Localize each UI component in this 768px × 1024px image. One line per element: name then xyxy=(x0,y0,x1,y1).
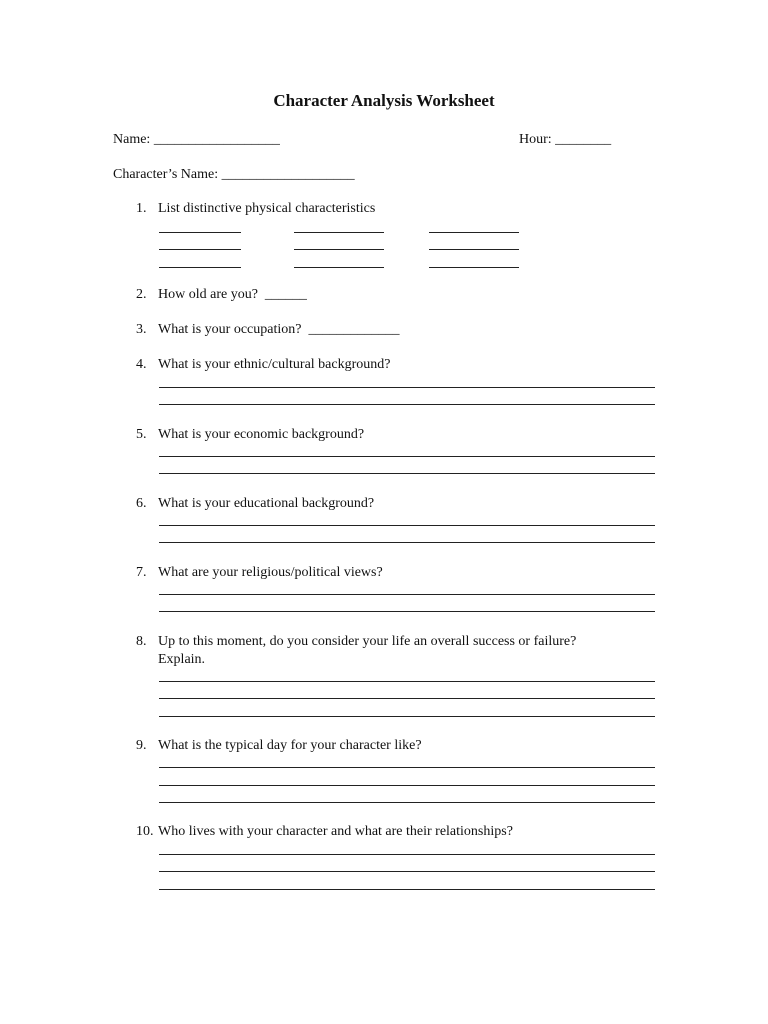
answer-line xyxy=(159,404,655,405)
answer-line xyxy=(159,267,241,268)
character-name-field-label: Character’s Name: ___________________ xyxy=(113,167,355,182)
answer-line xyxy=(159,387,655,388)
answer-line xyxy=(294,232,384,233)
answer-line xyxy=(159,681,655,682)
question-7-text: What are your religious/political views? xyxy=(158,565,383,580)
question-8-text: Up to this moment, do you consider your life an overall success or failure? xyxy=(158,634,577,649)
name-field-label: Name: __________________ xyxy=(113,132,280,147)
question-1-text: List distinctive physical characteristics xyxy=(158,201,376,216)
question-8-text-continued: Explain. xyxy=(158,652,206,667)
answer-line xyxy=(159,249,241,250)
answer-line xyxy=(159,456,655,457)
question-4-text: What is your ethnic/cultural background? xyxy=(158,357,391,372)
answer-line xyxy=(429,249,519,250)
question-1-number: 1. xyxy=(136,201,147,216)
question-5-number: 5. xyxy=(136,427,147,442)
answer-line xyxy=(429,232,519,233)
question-8-number: 8. xyxy=(136,634,147,649)
question-9-number: 9. xyxy=(136,738,147,753)
answer-line xyxy=(159,232,241,233)
answer-line xyxy=(159,542,655,543)
answer-line xyxy=(159,785,655,786)
answer-line xyxy=(294,267,384,268)
answer-line xyxy=(159,698,655,699)
answer-line xyxy=(159,802,655,803)
question-2-text: How old are you? ______ xyxy=(158,287,307,302)
answer-line xyxy=(159,871,655,872)
answer-line xyxy=(159,594,655,595)
question-10-text: Who lives with your character and what are their relationships? xyxy=(158,824,513,839)
question-6-text: What is your educational background? xyxy=(158,496,375,511)
question-9-text: What is the typical day for your character like? xyxy=(158,738,422,753)
answer-line xyxy=(159,525,655,526)
question-4-number: 4. xyxy=(136,357,147,372)
worksheet-title: Character Analysis Worksheet xyxy=(273,91,495,110)
question-3-number: 3. xyxy=(136,322,147,337)
answer-line xyxy=(294,249,384,250)
answer-line xyxy=(429,267,519,268)
answer-line xyxy=(159,611,655,612)
question-6-number: 6. xyxy=(136,496,147,511)
question-5-text: What is your economic background? xyxy=(158,427,365,442)
answer-line xyxy=(159,889,655,890)
answer-line xyxy=(159,767,655,768)
answer-line xyxy=(159,854,655,855)
question-10-number: 10. xyxy=(136,824,154,839)
question-2-number: 2. xyxy=(136,287,147,302)
question-7-number: 7. xyxy=(136,565,147,580)
answer-line xyxy=(159,473,655,474)
answer-line xyxy=(159,716,655,717)
question-3-text: What is your occupation? _____________ xyxy=(158,322,400,337)
hour-field-label: Hour: ________ xyxy=(519,132,612,147)
